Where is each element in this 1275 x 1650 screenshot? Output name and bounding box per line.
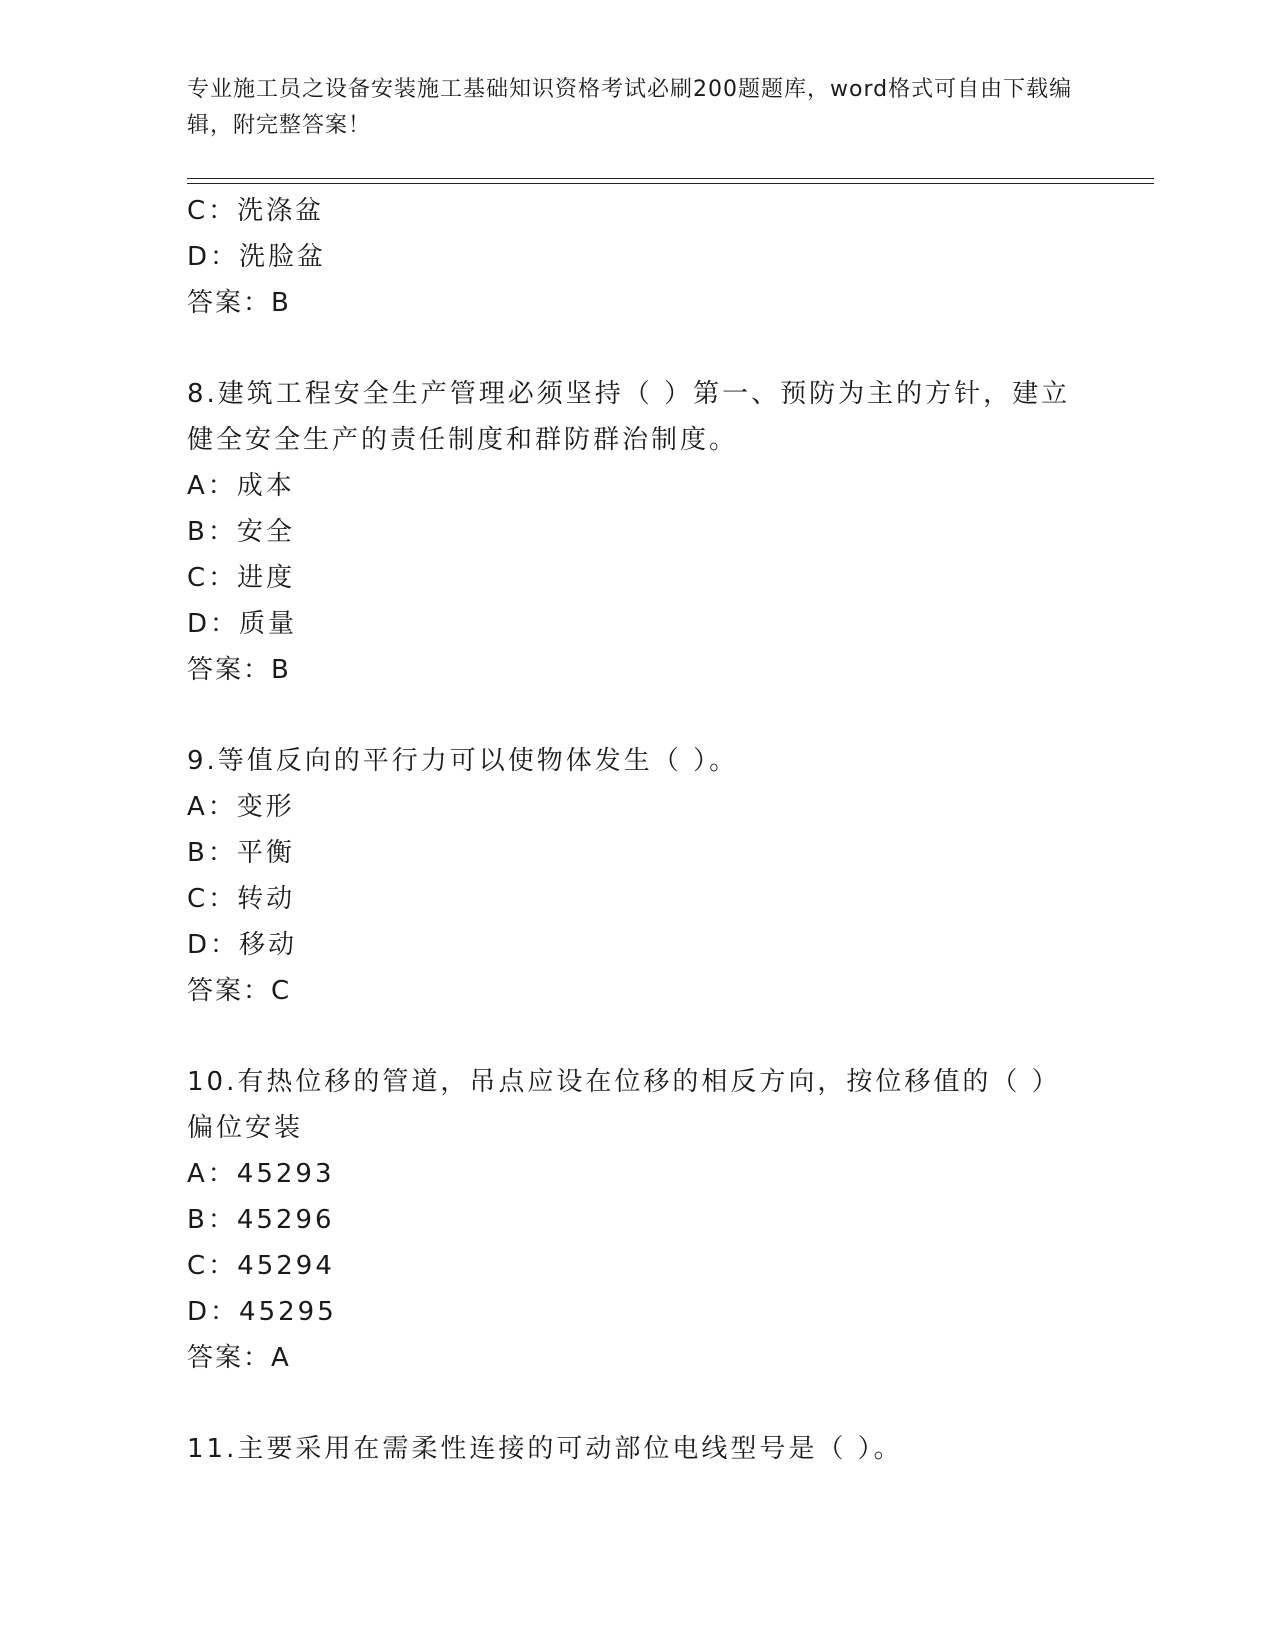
option-c: C：进度 bbox=[187, 563, 296, 593]
document-title: 专业施工员之设备安装施工基础知识资格考试必刷200题题库，word格式可自由下载编辑，附完整答案！ bbox=[187, 77, 1073, 138]
option-c: C：转动 bbox=[187, 884, 296, 914]
option-c: C：45294 bbox=[187, 1251, 335, 1281]
answer-line: 答案：C bbox=[187, 976, 292, 1006]
question-9-stem: 9.等值反向的平行力可以使物体发生（ ）。 bbox=[187, 746, 739, 776]
answer-line: 答案：A bbox=[187, 1343, 291, 1373]
option-d: D：洗脸盆 bbox=[187, 242, 327, 272]
option-a: A：成本 bbox=[187, 471, 295, 501]
option-a: A：变形 bbox=[187, 792, 295, 822]
question-10-stem: 10.有热位移的管道，吊点应设在位移的相反方向，按位移值的（ ）偏位安装 bbox=[187, 1067, 1061, 1143]
answer-line: 答案：B bbox=[187, 288, 291, 318]
answer-line: 答案：B bbox=[187, 655, 291, 685]
page-header bbox=[187, 72, 1087, 144]
question-8-stem: 8.建筑工程安全生产管理必须坚持（ ）第一、预防为主的方针，建立健全安全生产的责任制度和群防群治制度。 bbox=[187, 379, 1071, 455]
option-d: D：移动 bbox=[187, 930, 298, 960]
option-d: D：质量 bbox=[187, 609, 298, 639]
option-d: D：45295 bbox=[187, 1297, 337, 1327]
option-c: C：洗涤盆 bbox=[187, 196, 325, 226]
header-divider bbox=[187, 178, 1154, 184]
option-b: B：45296 bbox=[187, 1205, 335, 1235]
question-list bbox=[187, 188, 1087, 1472]
question-11-stem: 11.主要采用在需柔性连接的可动部位电线型号是（ ）。 bbox=[187, 1434, 903, 1464]
option-a: A：45293 bbox=[187, 1159, 335, 1189]
option-b: B：安全 bbox=[187, 517, 295, 547]
option-b: B：平衡 bbox=[187, 838, 295, 868]
